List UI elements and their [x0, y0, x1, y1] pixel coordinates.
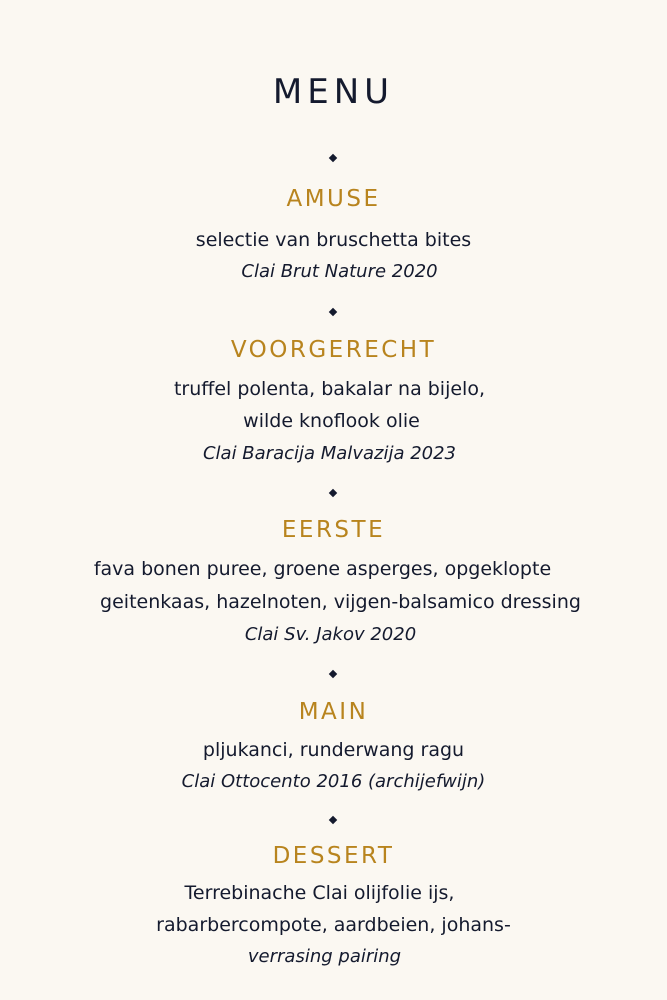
diamond-icon — [329, 489, 337, 497]
dish-line: geitenkaas, hazelnoten, vijgen-balsamico dressing — [100, 591, 581, 613]
dish-line: truffel polenta, bakalar na bijelo, — [173, 378, 486, 400]
dish-line: pljukanci, runderwang ragu — [202, 739, 465, 761]
diamond-icon — [329, 308, 337, 316]
wine-pairing: verrasing pairing — [247, 946, 402, 967]
diamond-icon — [329, 154, 337, 162]
course-heading: VOORGERECHT — [230, 337, 437, 363]
diamond-icon — [329, 670, 337, 678]
course-heading: EERSTE — [281, 517, 386, 543]
dish-line: rabarbercompote, aardbeien, johans- — [156, 914, 511, 936]
course-heading: MAIN — [298, 699, 369, 725]
dish-line: wilde knoflook olie — [243, 410, 420, 432]
wine-pairing: Clai Sv. Jakov 2020 — [244, 624, 417, 645]
dish-line: fava bonen puree, groene asperges, opgeklopte — [93, 558, 552, 580]
wine-pairing: Clai Baracija Malvazija 2023 — [202, 443, 457, 464]
dish-line: selectie van bruschetta bites — [195, 229, 472, 251]
diamond-icon — [329, 816, 337, 824]
wine-pairing: Clai Brut Nature 2020 — [241, 261, 438, 282]
menu-title: MENU — [272, 72, 395, 112]
wine-pairing: Clai Ottocento 2016 (archijefwijn) — [181, 771, 486, 792]
course-heading: DESSERT — [272, 843, 395, 869]
dish-line: Terrebinache Clai olijfolie ijs, — [184, 882, 455, 904]
course-heading: AMUSE — [286, 186, 381, 212]
